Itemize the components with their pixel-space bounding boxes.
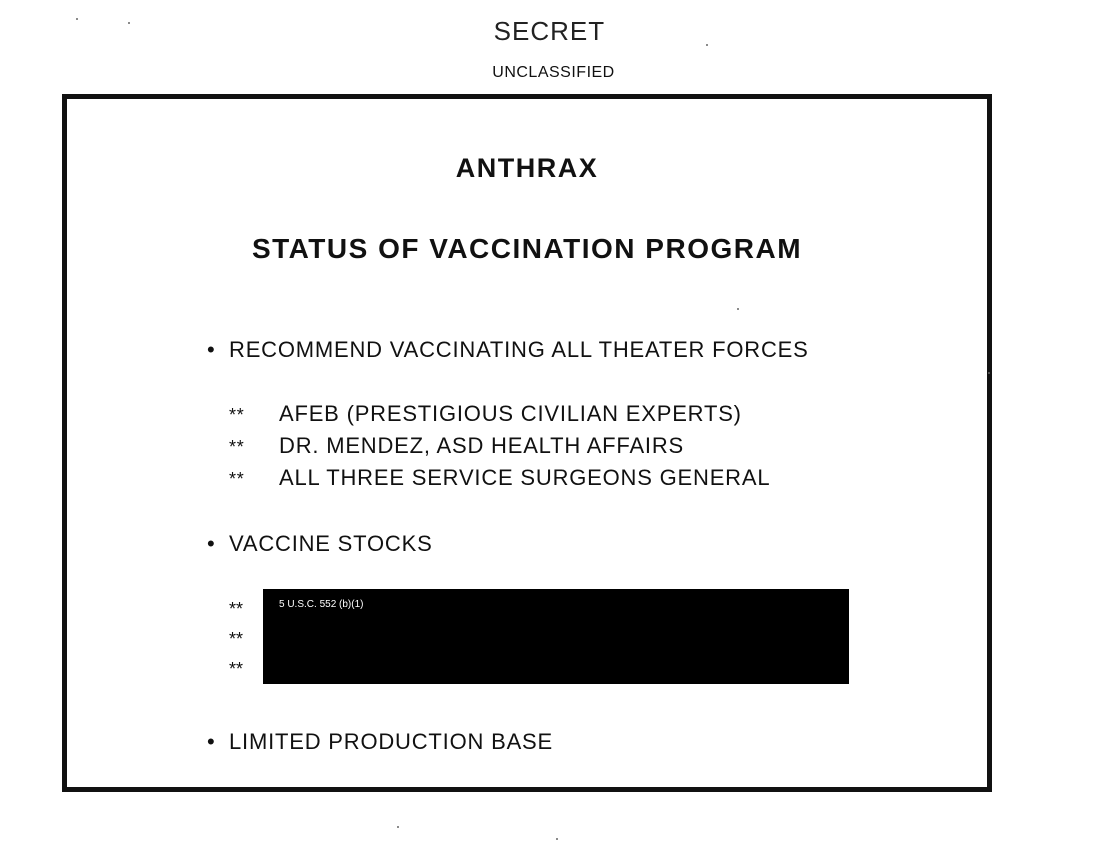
scan-speck: [128, 22, 130, 24]
bullet-vaccine-stocks: [207, 531, 433, 557]
original-classification-marking: [0, 16, 1107, 47]
bullet-dot-icon: •: [207, 729, 216, 754]
slide-frame: [62, 94, 992, 792]
sub-item-mendez: [229, 433, 684, 459]
bullet-dot-icon: •: [207, 337, 216, 362]
original-marking-text: SECRET: [493, 16, 606, 46]
slide-title: ANTHRAX: [455, 153, 599, 183]
slide-subtitle: STATUS OF VACCINATION PROGRAM: [251, 233, 803, 264]
sub-item-afeb: [229, 401, 742, 427]
scan-speck: [706, 44, 708, 46]
redacted-item-marker: **: [229, 659, 244, 679]
redaction-block: [263, 589, 849, 684]
bullet-recommend-vaccinating: [207, 337, 809, 363]
bullet-text: VACCINE STOCKS: [229, 531, 433, 556]
bullet-text: RECOMMEND VACCINATING ALL THEATER FORCES: [229, 337, 809, 362]
bullet-dot-icon: •: [207, 531, 216, 556]
redacted-item-marker: **: [229, 599, 244, 619]
scan-speck: [556, 838, 558, 840]
scan-speck: [397, 826, 399, 828]
double-asterisk-marker: **: [229, 469, 245, 489]
double-asterisk-marker: **: [229, 437, 245, 457]
sub-item-surgeons-general: [229, 465, 770, 491]
bullet-limited-production: [207, 729, 553, 755]
redaction-exemption-label: 5 U.S.C. 552 (b)(1): [279, 599, 364, 610]
bullet-text: LIMITED PRODUCTION BASE: [229, 729, 553, 754]
sub-item-text: AFEB (PRESTIGIOUS CIVILIAN EXPERTS): [279, 401, 742, 426]
sub-item-text: ALL THREE SERVICE SURGEONS GENERAL: [279, 465, 771, 490]
scan-speck: [988, 372, 990, 374]
sub-item-text: DR. MENDEZ, ASD HEALTH AFFAIRS: [279, 433, 684, 458]
current-classification-marking: UNCLASSIFIED: [492, 64, 615, 81]
scan-speck: [737, 308, 739, 310]
scan-speck: [76, 18, 78, 20]
redacted-item-marker: **: [229, 629, 244, 649]
double-asterisk-marker: **: [229, 405, 245, 425]
